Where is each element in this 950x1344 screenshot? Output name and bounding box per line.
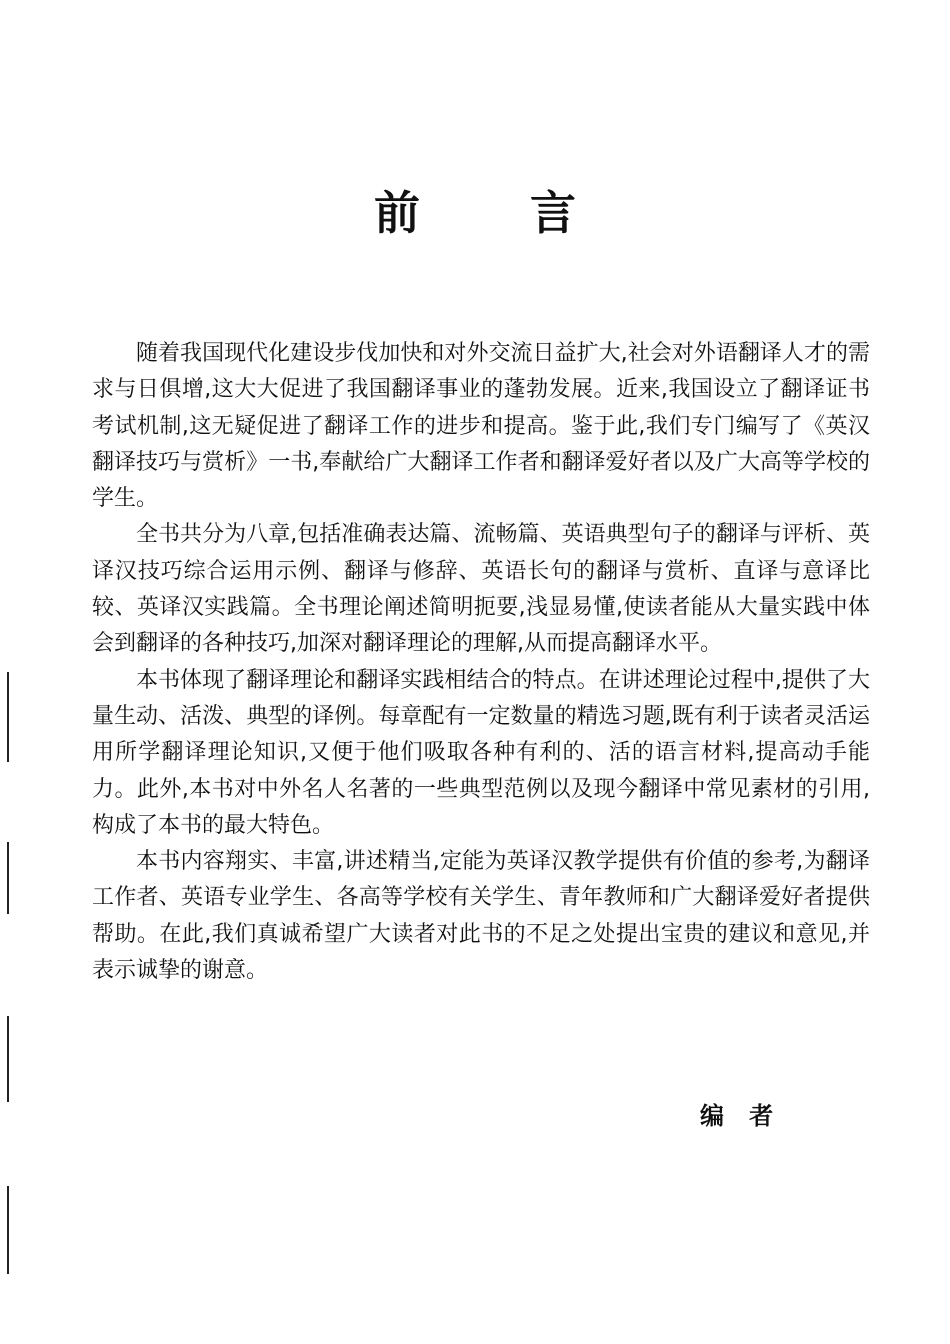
- author-signature: 编 者: [700, 1102, 774, 1130]
- title-char-2: 言: [530, 186, 576, 240]
- scan-binding-line-1: [7, 672, 9, 762]
- paragraph-1: 随着我国现代化建设步伐加快和对外交流日益扩大,社会对外语翻译人才的需求与日俱增,这大大促进了我国翻译事业的蓬勃发展。近来,我国设立了翻译证书考试机制,这无疑促进了翻译工作的进步和提高。鉴于此,我们专门编写了《英汉翻译技巧与赏析》一书,奉献给广大翻译工作者和翻译爱好者以及广大高等学校的学生。: [92, 341, 870, 512]
- title-char-1: 前: [374, 186, 420, 240]
- scan-binding-line-4: [7, 1186, 9, 1274]
- preface-body: [92, 336, 870, 989]
- paragraph-4: 本书内容翔实、丰富,讲述精当,定能为英译汉教学提供有价值的参考,为翻译工作者、英语专业学生、各高等学校有关学生、青年教师和广大翻译爱好者提供帮助。在此,我们真诚希望广大读者对此书的不足之处提出宝贵的建议和意见,并表示诚挚的谢意。: [92, 849, 870, 984]
- scan-binding-line-3: [7, 1016, 9, 1102]
- page-title: [0, 183, 950, 243]
- paragraph-2: 全书共分为八章,包括准确表达篇、流畅篇、英语典型句子的翻译与评析、英译汉技巧综合运用示例、翻译与修辞、英语长句的翻译与赏析、直译与意译比较、英译汉实践篇。全书理论阐述简明扼要,浅显易懂,使读者能从大量实践中体会到翻译的各种技巧,加深对翻译理论的理解,从而提高翻译水平。: [92, 522, 870, 657]
- paragraph-3: 本书体现了翻译理论和翻译实践相结合的特点。在讲述理论过程中,提供了大量生动、活泼、典型的译例。每章配有一定数量的精选习题,既有利于读者灵活运用所学翻译理论知识,又便于他们吸取各种有利的、活的语言材料,提高动手能力。此外,本书对中外名人名著的一些典型范例以及现今翻译中常见素材的引用,构成了本书的最大特色。: [92, 667, 870, 838]
- scan-binding-line-2: [7, 842, 9, 914]
